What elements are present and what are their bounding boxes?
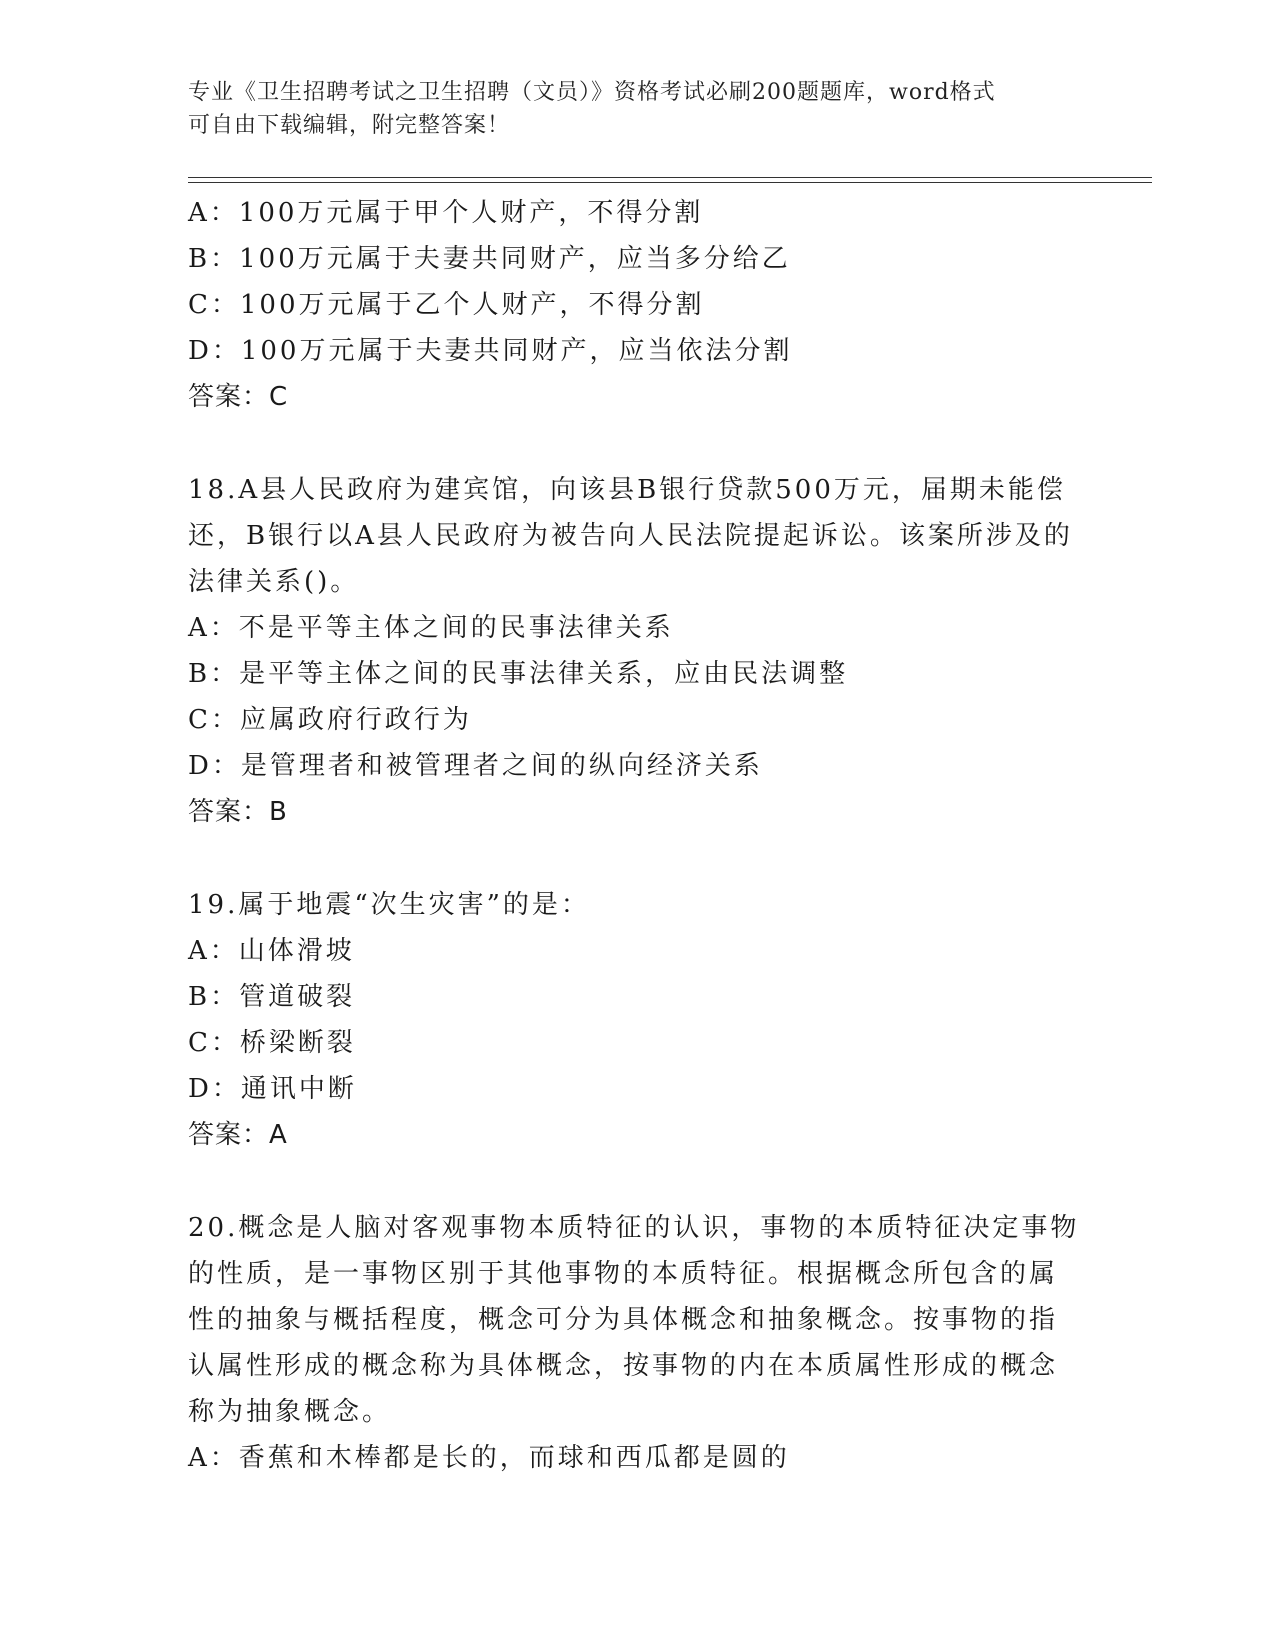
question-stem-line: 认属性形成的概念称为具体概念，按事物的内在本质属性形成的概念 xyxy=(188,1351,1059,1381)
option-a: A：不是平等主体之间的民事法律关系 xyxy=(188,613,674,643)
document-header xyxy=(188,76,1068,142)
question-stem-line: 还，B银行以A县人民政府为被告向人民法院提起诉讼。该案所涉及的 xyxy=(188,521,1073,551)
header-title-line-2: 可自由下载编辑，附完整答案！ xyxy=(188,113,511,138)
header-divider-thick xyxy=(188,177,1152,178)
question-20 xyxy=(188,1205,1088,1481)
option-a: A：100万元属于甲个人财产，不得分割 xyxy=(188,198,704,228)
question-stem-line: 的性质，是一事物区别于其他事物的本质特征。根据概念所包含的属 xyxy=(188,1259,1059,1289)
header-divider-thin xyxy=(188,182,1152,183)
answer-line: 答案：C xyxy=(188,382,289,412)
answer-line: 答案：B xyxy=(188,797,288,827)
question-stem-line: 18.A县人民政府为建宾馆，向该县B银行贷款500万元，届期未能偿 xyxy=(188,475,1066,505)
header-title-line-1: 专业《卫生招聘考试之卫生招聘（文员）》资格考试必刷200题题库，word格式 xyxy=(188,80,996,105)
question-19 xyxy=(188,882,1088,1158)
option-c: C：桥梁断裂 xyxy=(188,1028,356,1058)
option-d: D：是管理者和被管理者之间的纵向经济关系 xyxy=(188,751,763,781)
spacer xyxy=(188,835,1088,882)
question-stem-line: 19.属于地震“次生灾害”的是： xyxy=(188,890,590,920)
question-stem-line: 性的抽象与概括程度，概念可分为具体概念和抽象概念。按事物的指 xyxy=(188,1305,1059,1335)
option-c: C：应属政府行政行为 xyxy=(188,705,472,735)
document-body xyxy=(188,190,1088,1481)
answer-line: 答案：A xyxy=(188,1120,288,1150)
question-18 xyxy=(188,467,1088,835)
option-c: C：100万元属于乙个人财产，不得分割 xyxy=(188,290,705,320)
spacer xyxy=(188,1158,1088,1205)
question-17 xyxy=(188,190,1088,420)
option-b: B：管道破裂 xyxy=(188,982,356,1012)
option-b: B：100万元属于夫妻共同财产，应当多分给乙 xyxy=(188,244,791,274)
option-d: D：100万元属于夫妻共同财产，应当依法分割 xyxy=(188,336,793,366)
question-stem-line: 20.概念是人脑对客观事物本质特征的认识，事物的本质特征决定事物 xyxy=(188,1213,1080,1243)
option-a: A：山体滑坡 xyxy=(188,936,355,966)
spacer xyxy=(188,420,1088,467)
option-d: D：通讯中断 xyxy=(188,1074,357,1104)
option-a: A：香蕉和木棒都是长的，而球和西瓜都是圆的 xyxy=(188,1443,790,1473)
question-stem-line: 法律关系()。 xyxy=(188,567,360,597)
question-stem-line: 称为抽象概念。 xyxy=(188,1397,392,1427)
option-b: B：是平等主体之间的民事法律关系，应由民法调整 xyxy=(188,659,849,689)
